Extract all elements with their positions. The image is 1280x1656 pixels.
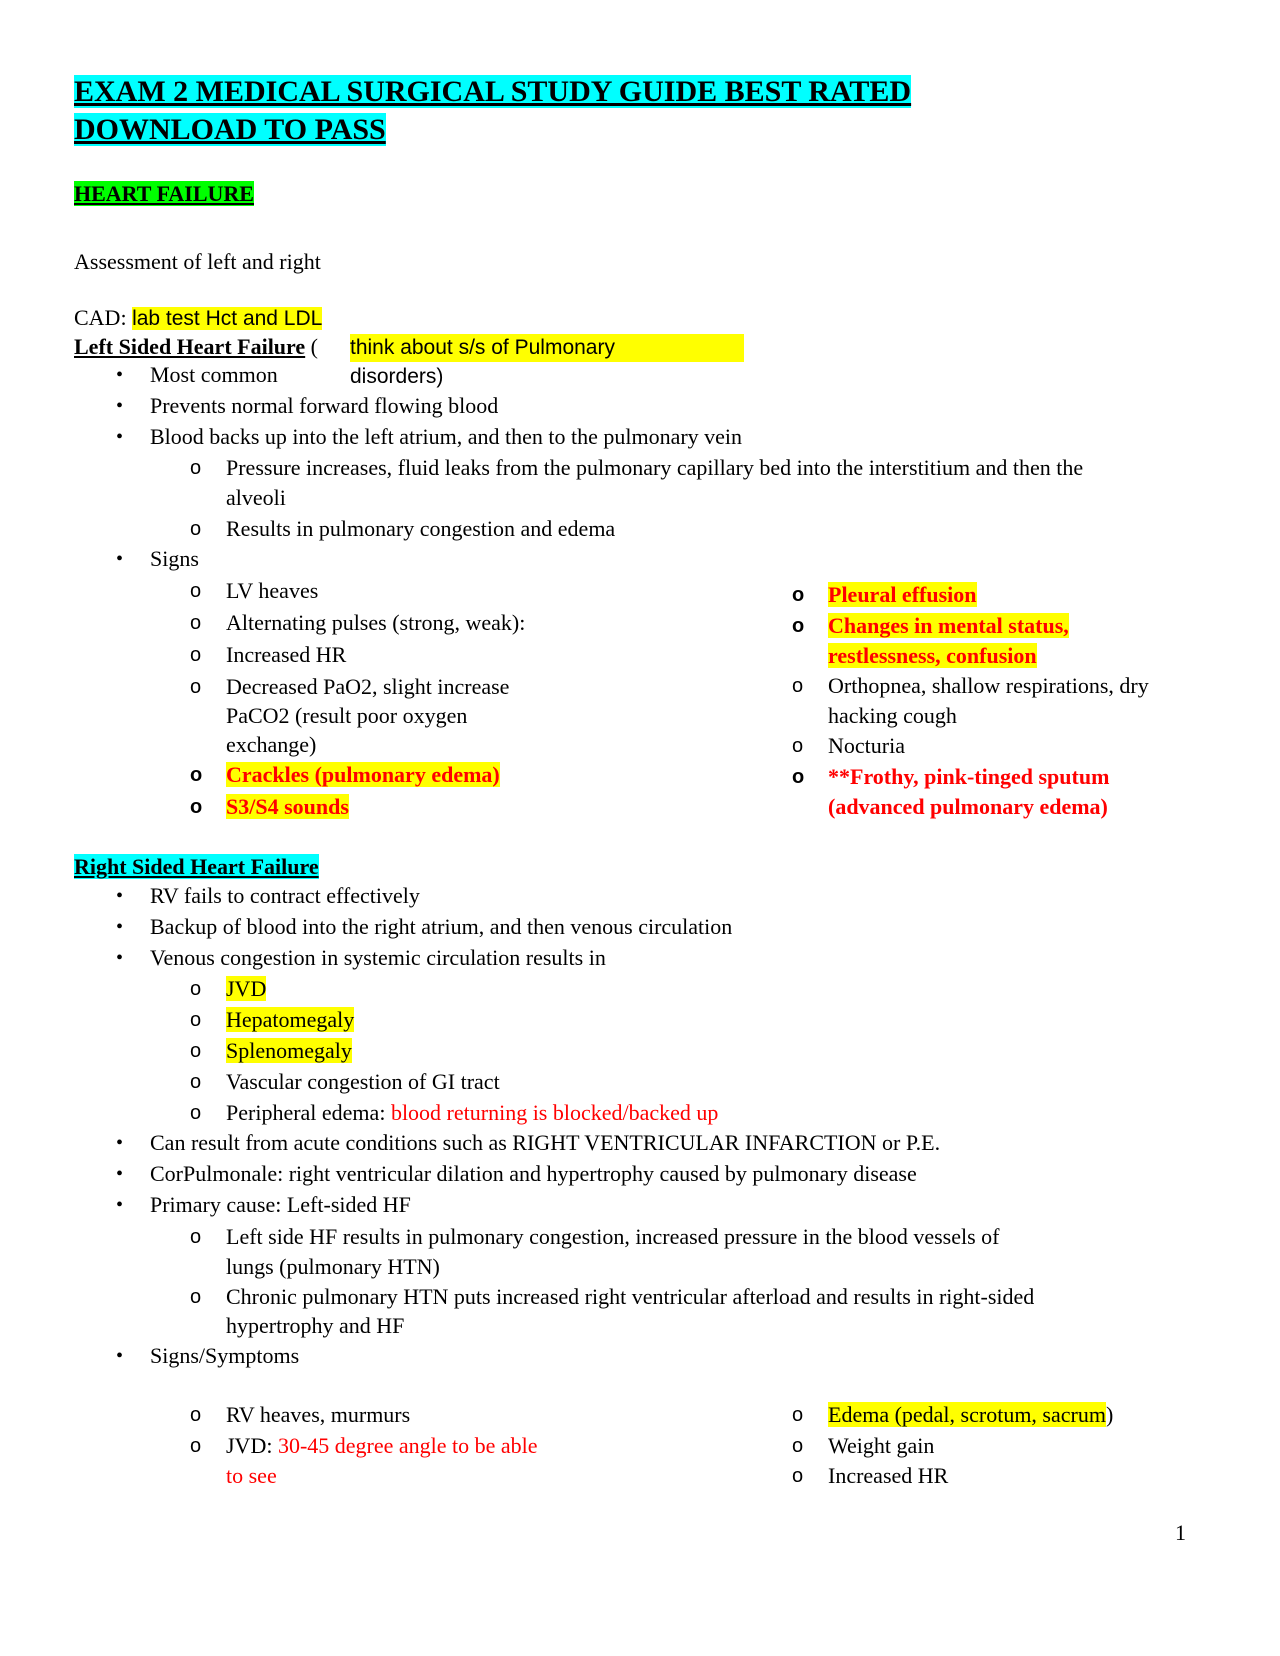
right-bullet-5: CorPulmonale: right ventricular dilation and hypertrophy caused by pulmonary disease [150, 1161, 917, 1186]
right-sub-gi: Vascular congestion of GI tract [226, 1069, 500, 1094]
right-sub-peripheral: Peripheral edema: blood returning is blocked/backed up [226, 1100, 719, 1125]
right-sub-hepatomegaly: Hepatomegaly [226, 1007, 355, 1032]
circle-bullet-icon: o [190, 1071, 202, 1093]
left-sub-2: Results in pulmonary congestion and edema [226, 516, 616, 541]
circle-bullet-icon: o [792, 766, 805, 788]
right-sub2-2: Chronic pulmonary HTN puts increased right ventricular afterload and results in right-sided [226, 1284, 1035, 1309]
sign-crackles: Crackles (pulmonary edema) [226, 762, 500, 787]
circle-bullet-icon: o [190, 796, 203, 818]
circle-bullet-icon: o [792, 735, 804, 757]
ss-edema: Edema (pedal, scrotum, sacrum) [828, 1402, 1114, 1427]
bullet-icon: • [116, 364, 124, 386]
left-sub-1: Pressure increases, fluid leaks from the pulmonary capillary bed into the interstitium and then the [226, 455, 1084, 480]
right-sub2-2-cont: hypertrophy and HF [226, 1313, 405, 1338]
document-title [74, 73, 911, 149]
sign-mental-status-cont: restlessness, confusion [828, 643, 1037, 668]
circle-bullet-icon: o [190, 580, 202, 602]
heart-failure-heading: HEART FAILURE [74, 181, 254, 206]
bullet-icon: • [116, 426, 124, 448]
sign-frothy-sputum: **Frothy, pink-tinged sputum [828, 764, 1110, 789]
left-sided-note-line1: think about s/s of Pulmonary [350, 334, 744, 362]
signs-label: Signs [150, 546, 199, 571]
sign-pao2-cont2: exchange) [226, 732, 317, 757]
circle-bullet-icon: o [190, 676, 202, 698]
circle-bullet-icon: o [792, 675, 804, 697]
circle-bullet-icon: o [190, 612, 202, 634]
left-sided-note-line2: disorders) [350, 365, 444, 388]
bullet-icon: • [116, 885, 124, 907]
bullet-icon: • [116, 1163, 124, 1185]
right-sided-heading: Right Sided Heart Failure [74, 854, 319, 879]
right-bullet-1: RV fails to contract effectively [150, 883, 420, 908]
sign-increased-hr: Increased HR [226, 642, 347, 667]
sign-pao2: Decreased PaO2, slight increase [226, 674, 510, 699]
bullet-icon: • [116, 395, 124, 417]
right-sub-jvd: JVD [226, 976, 267, 1001]
circle-bullet-icon: o [792, 584, 805, 606]
sign-mental-status: Changes in mental status, [828, 613, 1069, 638]
sign-nocturia: Nocturia [828, 733, 905, 758]
sign-pleural-effusion: Pleural effusion [828, 582, 977, 607]
circle-bullet-icon: o [190, 1102, 202, 1124]
circle-bullet-icon: o [190, 457, 202, 479]
sign-pao2-cont1: PaCO2 (result poor oxygen [226, 703, 468, 728]
cad-line: CAD: lab test Hct and LDL [74, 305, 323, 330]
circle-bullet-icon: o [792, 1465, 804, 1487]
sign-lv-heaves: LV heaves [226, 578, 319, 603]
right-sub-splenomegaly: Splenomegaly [226, 1038, 352, 1063]
title-line-2: DOWNLOAD TO PASS [74, 113, 386, 146]
left-bullet-2: Prevents normal forward flowing blood [150, 393, 499, 418]
ss-rv-heaves: RV heaves, murmurs [226, 1402, 411, 1427]
sign-orthopnea: Orthopnea, shallow respirations, dry [828, 673, 1149, 698]
circle-bullet-icon: o [190, 978, 202, 1000]
circle-bullet-icon: o [190, 1404, 202, 1426]
right-bullet-4: Can result from acute conditions such as RIGHT VENTRICULAR INFARCTION or P.E. [150, 1130, 941, 1155]
bullet-icon: • [116, 548, 124, 570]
bullet-icon: • [116, 947, 124, 969]
cad-value: lab test Hct and LDL [132, 307, 323, 330]
ss-jvd-cont: to see [226, 1463, 277, 1488]
circle-bullet-icon: o [190, 518, 202, 540]
sign-s3s4: S3/S4 sounds [226, 794, 349, 819]
sign-frothy-sputum-cont: (advanced pulmonary edema) [828, 794, 1108, 819]
left-sided-heading: Left Sided Heart Failure [74, 334, 306, 359]
right-sub2-1-cont: lungs (pulmonary HTN) [226, 1254, 440, 1279]
sign-alternating-pulses: Alternating pulses (strong, weak): [226, 610, 526, 635]
circle-bullet-icon: o [190, 1435, 202, 1457]
left-sided-heading-line: Left Sided Heart Failure ( [74, 334, 318, 359]
assessment-line: Assessment of left and right [74, 249, 321, 274]
ss-jvd: JVD: 30-45 degree angle to be able [226, 1433, 538, 1458]
left-bullet-3: Blood backs up into the left atrium, and then to the pulmonary vein [150, 424, 743, 449]
circle-bullet-icon: o [190, 1226, 202, 1248]
circle-bullet-icon: o [190, 1040, 202, 1062]
circle-bullet-icon: o [190, 764, 203, 786]
circle-bullet-icon: o [792, 1404, 804, 1426]
left-sub-1-cont: alveoli [226, 485, 286, 510]
page-number: 1 [1175, 1520, 1186, 1545]
right-bullet-3: Venous congestion in systemic circulation results in [150, 945, 606, 970]
bullet-icon: • [116, 1345, 124, 1367]
circle-bullet-icon: o [792, 615, 805, 637]
right-bullet-2: Backup of blood into the right atrium, and then venous circulation [150, 914, 733, 939]
circle-bullet-icon: o [190, 1286, 202, 1308]
circle-bullet-icon: o [190, 644, 202, 666]
bullet-icon: • [116, 1132, 124, 1154]
ss-weight-gain: Weight gain [828, 1433, 935, 1458]
right-bullet-6: Primary cause: Left-sided HF [150, 1192, 411, 1217]
ss-increased-hr: Increased HR [828, 1463, 949, 1488]
signs-symptoms-label: Signs/Symptoms [150, 1343, 300, 1368]
left-bullet-1: Most common [150, 362, 278, 387]
sign-orthopnea-cont: hacking cough [828, 703, 957, 728]
bullet-icon: • [116, 916, 124, 938]
bullet-icon: • [116, 1194, 124, 1216]
title-line-1: EXAM 2 MEDICAL SURGICAL STUDY GUIDE BEST RATED [74, 75, 912, 108]
circle-bullet-icon: o [792, 1435, 804, 1457]
circle-bullet-icon: o [190, 1009, 202, 1031]
right-sub2-1: Left side HF results in pulmonary congestion, increased pressure in the blood vessels of [226, 1224, 1000, 1249]
